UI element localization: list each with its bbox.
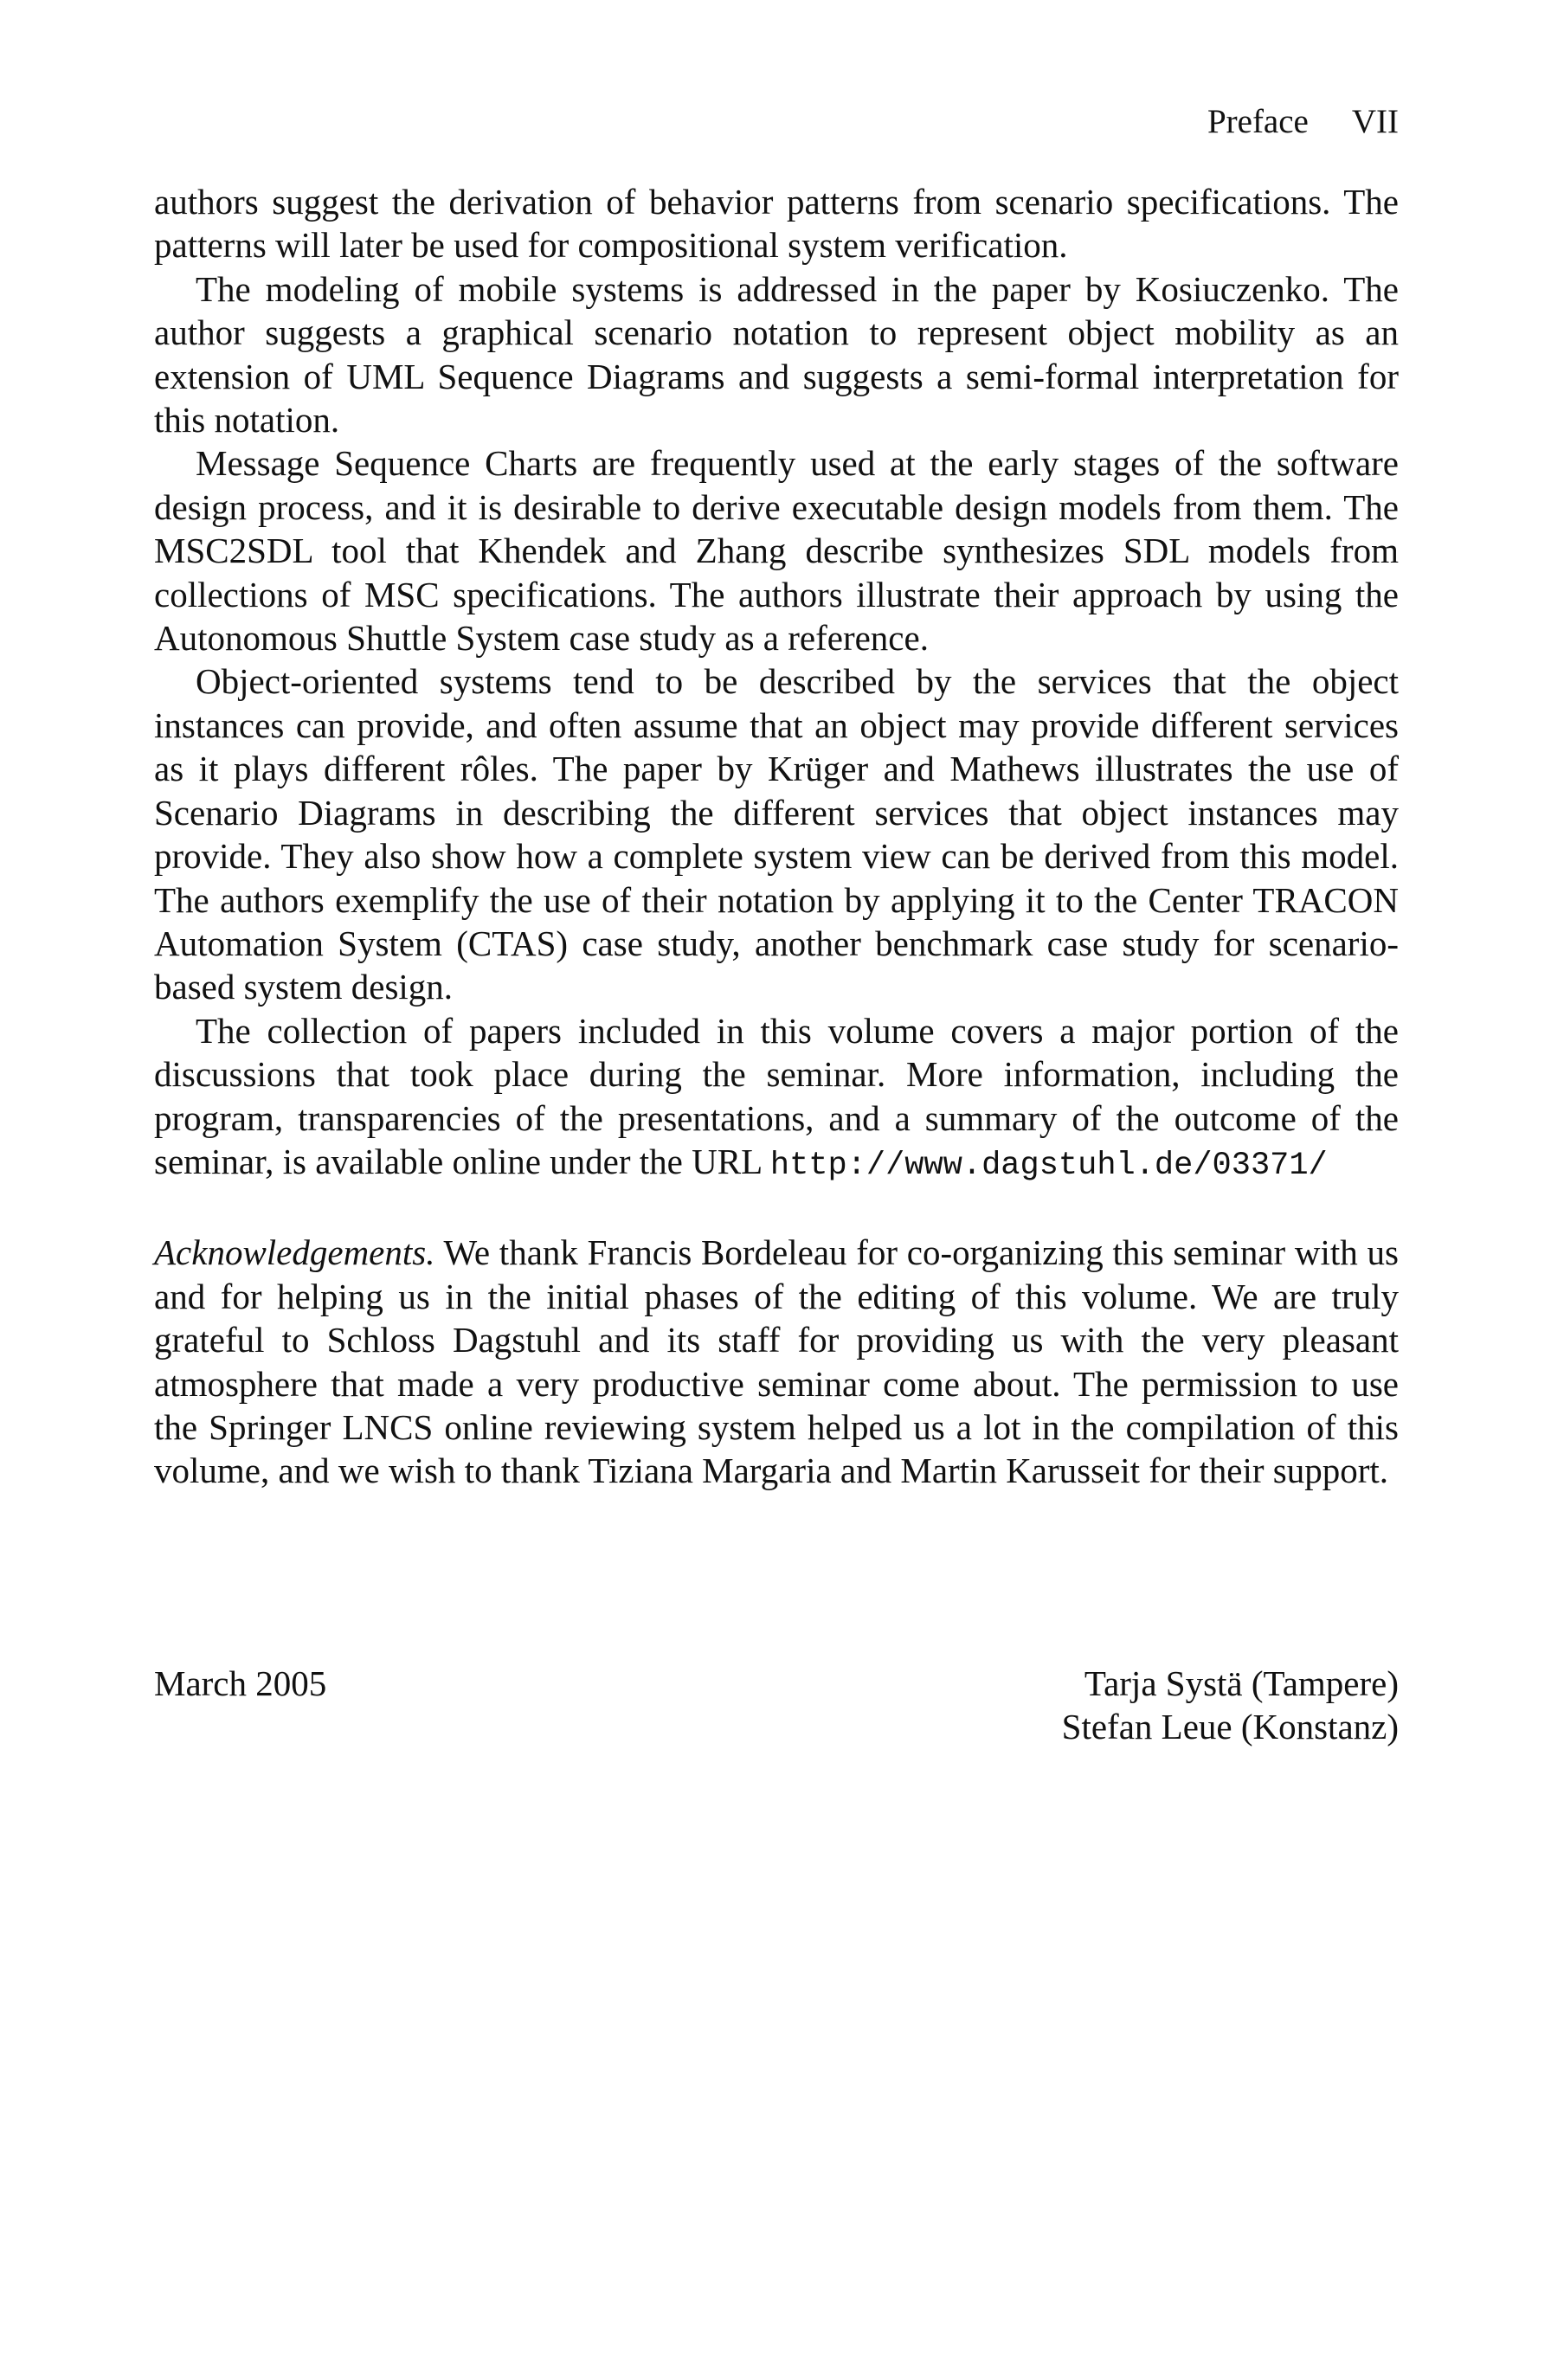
paragraph-4: Object-oriented systems tend to be described by the services that the object instances can provide, and often assume that an object may provide different services as it plays different rôles. The paper by Krüger and Mathews illustrates the use of Scenario Diagrams in describing the different services that object instances may provide. They also show how a complete system view can be derived from this model. The authors exemplify the use of their notation by applying it to the Center TRACON Automation System (CTAS) case study, another benchmark case study for scenario-based system design. bbox=[154, 661, 1399, 1007]
paragraph-5-text: The collection of papers included in this volume covers a major portion of the discussions that took place during the seminar. More information, including the program, transparencies of the presentations, and a summary of the outcome of the seminar, is available online under the URL bbox=[154, 1010, 1399, 1181]
page-number: VII bbox=[1351, 103, 1399, 140]
paragraph-3: Message Sequence Charts are frequently used at the early stages of the software design process, and it is desirable to derive executable design models from them. The MSC2SDL tool that Khendek and Zhang describe synthesizes SDL models from collections of MSC specifications. The authors illustrate their approach by using the Autonomous Shuttle System case study as a reference. bbox=[154, 443, 1399, 659]
seminar-url: http://www.dagstuhl.de/03371/ bbox=[769, 1147, 1328, 1184]
signature-authors bbox=[1062, 1662, 1399, 1748]
author-1: Tarja Systä (Tampere) bbox=[1084, 1663, 1399, 1703]
paragraph-5 bbox=[154, 1009, 1399, 1188]
running-head-title: Preface bbox=[1207, 103, 1309, 140]
signature-date: March 2005 bbox=[154, 1663, 327, 1703]
acknowledgements-text: We thank Francis Bordeleau for co-organizing this seminar with us and for helping us in the initial phases of the editing of this volume. We are truly grateful to Schloss Dagstuhl and its staff for providing us with the very pleasant atmosphere that made a very productive seminar come about. The permission to use the Springer LNCS online reviewing system helped us a lot in the compilation of this volume, and we wish to thank Tiziana Margaria and Martin Karusseit for their support. bbox=[154, 1232, 1399, 1491]
paragraph-1: authors suggest the derivation of behavior patterns from scenario specifications. The patterns will later be used for compositional system verification. bbox=[154, 182, 1399, 266]
acknowledgements-label: Acknowledgements. bbox=[154, 1232, 435, 1273]
author-2: Stefan Leue (Konstanz) bbox=[1061, 1707, 1399, 1746]
body-text bbox=[154, 180, 1399, 1493]
running-head bbox=[1207, 102, 1399, 142]
acknowledgements-paragraph bbox=[154, 1231, 1399, 1492]
paragraph-2: The modeling of mobile systems is addressed in the paper by Kosiuczenko. The author suggests a graphical scenario notation to represent object mobility as an extension of UML Sequence Diagrams and suggests a semi-formal interpretation for this notation. bbox=[154, 268, 1399, 441]
